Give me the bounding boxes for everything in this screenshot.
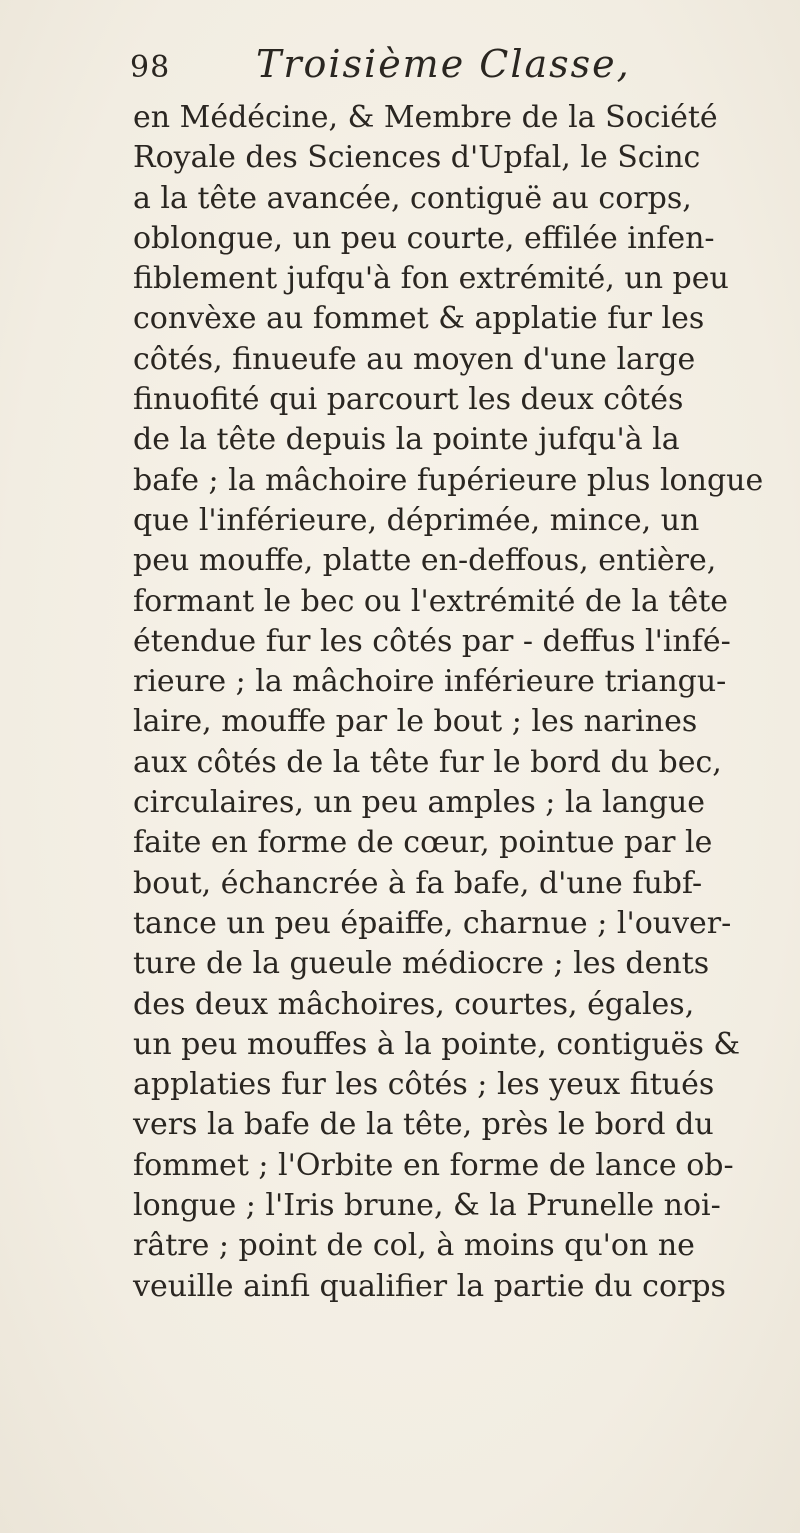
text-line: ture de la gueule médiocre ; les dents [133, 946, 710, 982]
text-line: veuille ainfi qualifier la partie du corps [133, 1268, 726, 1304]
text-line: longue ; l'Iris brune, & la Prunelle noi- [133, 1188, 721, 1224]
text-line: un peu mouffes à la pointe, contiguës & [133, 1026, 741, 1062]
text-line: vers la bafe de la tête, près le bord du [133, 1107, 714, 1143]
running-head: Troisième Classe, [256, 42, 631, 86]
text-line: tance un peu épaiffe, charnue ; l'ouver- [133, 905, 732, 941]
page-number: 98 [130, 50, 171, 85]
text-line: applaties fur les côtés ; les yeux fitués [133, 1067, 715, 1103]
page-header [130, 40, 770, 100]
text-line: fommet ; l'Orbite en forme de lance ob- [133, 1147, 734, 1183]
text-line: laire, mouffe par le bout ; les narines [133, 704, 698, 740]
text-line: Royale des Sciences d'Upfal, le Scinc [133, 140, 701, 176]
text-line: de la tête depuis la pointe jufqu'à la [133, 422, 680, 458]
text-line: aux côtés de la tête fur le bord du bec, [133, 744, 722, 780]
text-line: que l'inférieure, déprimée, mince, un [133, 502, 700, 538]
text-line: rieure ; la mâchoire inférieure triangu- [133, 664, 727, 700]
text-line: en Médécine, & Membre de la Société [133, 100, 718, 135]
text-line: oblongue, un peu courte, effilée infen- [133, 220, 715, 256]
text-line: bafe ; la mâchoire fupérieure plus longue [133, 462, 764, 498]
text-line: fiblement jufqu'à fon extrémité, un peu [133, 261, 729, 297]
text-line: râtre ; point de col, à moins qu'on ne [133, 1228, 695, 1264]
text-line: finuofité qui parcourt les deux côtés [133, 382, 684, 418]
text-line: circulaires, un peu amples ; la langue [133, 785, 706, 821]
text-line: faite en forme de cœur, pointue par le [133, 825, 713, 861]
body-text [133, 98, 773, 1307]
text-line: convèxe au fommet & applatie fur les [133, 301, 705, 337]
text-line: bout, échancrée à fa bafe, d'une fubf- [133, 865, 703, 901]
text-line: a la tête avancée, contiguë au corps, [133, 180, 692, 216]
text-line: étendue fur les côtés par - deffus l'infé- [133, 623, 731, 659]
text-line: peu mouffe, platte en-deffous, entière, [133, 543, 717, 579]
text-line: formant le bec ou l'extrémité de la tête [133, 583, 729, 619]
text-line: des deux mâchoires, courtes, égales, [133, 986, 695, 1022]
text-line: côtés, finueufe au moyen d'une large [133, 341, 696, 377]
